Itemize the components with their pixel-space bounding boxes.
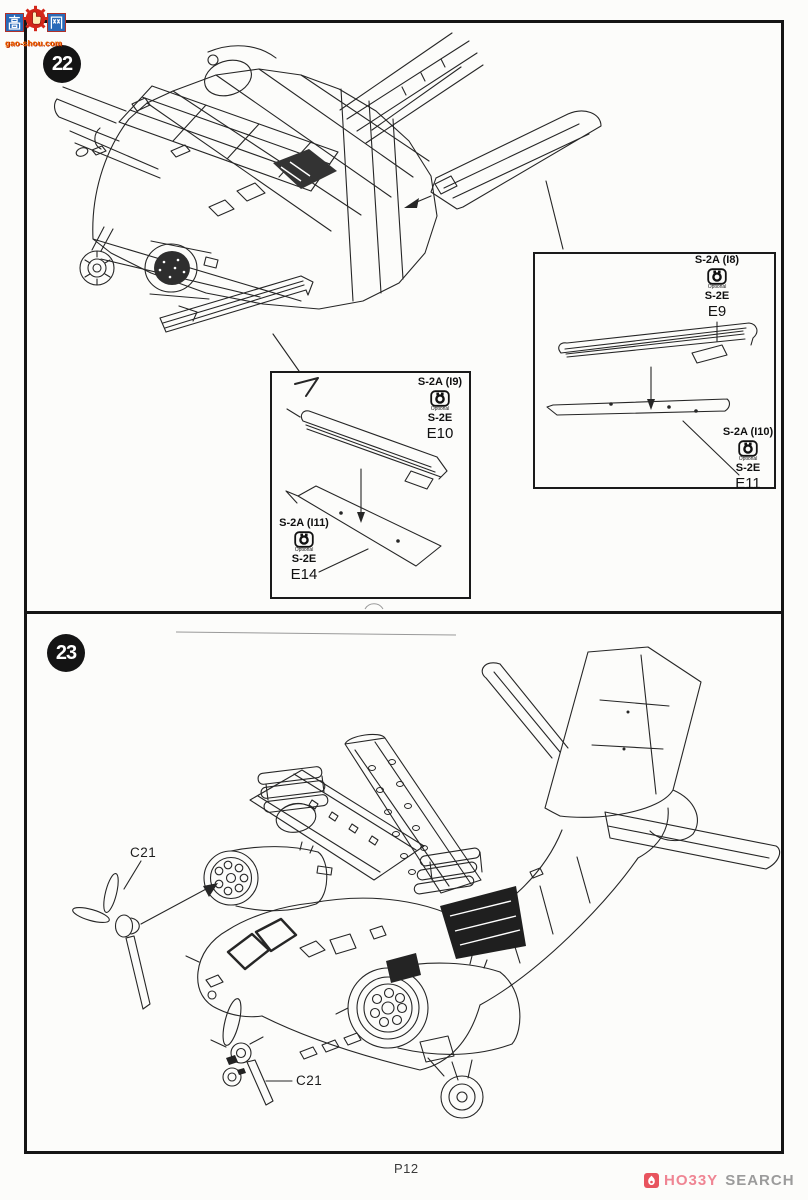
variant-a-label: S-2A (I8) — [694, 254, 740, 266]
variant-b-label: S-2E — [704, 290, 730, 302]
variant-b-label: S-2E — [427, 412, 453, 424]
optional-icon — [430, 390, 450, 412]
step-22-number: 22 — [51, 52, 73, 75]
thumbs-up-gear-icon — [22, 5, 49, 37]
nose-propeller-part-label: C21 — [296, 1073, 323, 1088]
variant-a-label: S-2A (I9) — [417, 376, 463, 388]
part-number: E9 — [707, 303, 727, 320]
gao-shou-watermark — [5, 6, 83, 48]
optional-label: Optional — [294, 547, 314, 553]
page-number: P12 — [394, 1161, 419, 1176]
variant-a-label: S-2A (I11) — [279, 517, 329, 529]
wang-character-glyph — [48, 13, 65, 32]
propeller-part-label: C21 — [130, 845, 157, 860]
step-23-number: 23 — [55, 641, 77, 664]
watermark-domain: gao-shou.com — [5, 39, 63, 48]
callout-left-bottom — [262, 517, 346, 583]
callout-right-top — [672, 254, 762, 320]
optional-label: Optional — [738, 456, 758, 462]
brand-word-hobby: HO33Y — [664, 1172, 719, 1189]
variant-a-label: S-2A (I10) — [722, 426, 774, 438]
optional-icon — [738, 440, 758, 462]
part-number: E14 — [290, 566, 318, 583]
watermark-char-right — [47, 13, 66, 32]
callout-left-top — [398, 376, 482, 442]
optional-icon — [294, 531, 314, 553]
gao-character-glyph — [6, 13, 23, 32]
brand-word-search: SEARCH — [725, 1172, 795, 1189]
optional-label: Optional — [707, 284, 727, 290]
optional-icon — [707, 268, 727, 290]
optional-label: Optional — [430, 406, 450, 412]
callout-right-bottom — [706, 426, 790, 492]
section-divider — [24, 611, 784, 614]
step-23-badge — [47, 634, 85, 672]
part-number: E10 — [426, 425, 454, 442]
flame-icon — [644, 1173, 659, 1188]
step-22-badge — [43, 45, 81, 83]
part-number: E11 — [735, 475, 761, 492]
variant-b-label: S-2E — [291, 553, 317, 565]
watermark-logo-row — [5, 6, 83, 38]
hobby-search-logo — [644, 1172, 795, 1189]
variant-b-label: S-2E — [735, 462, 761, 474]
